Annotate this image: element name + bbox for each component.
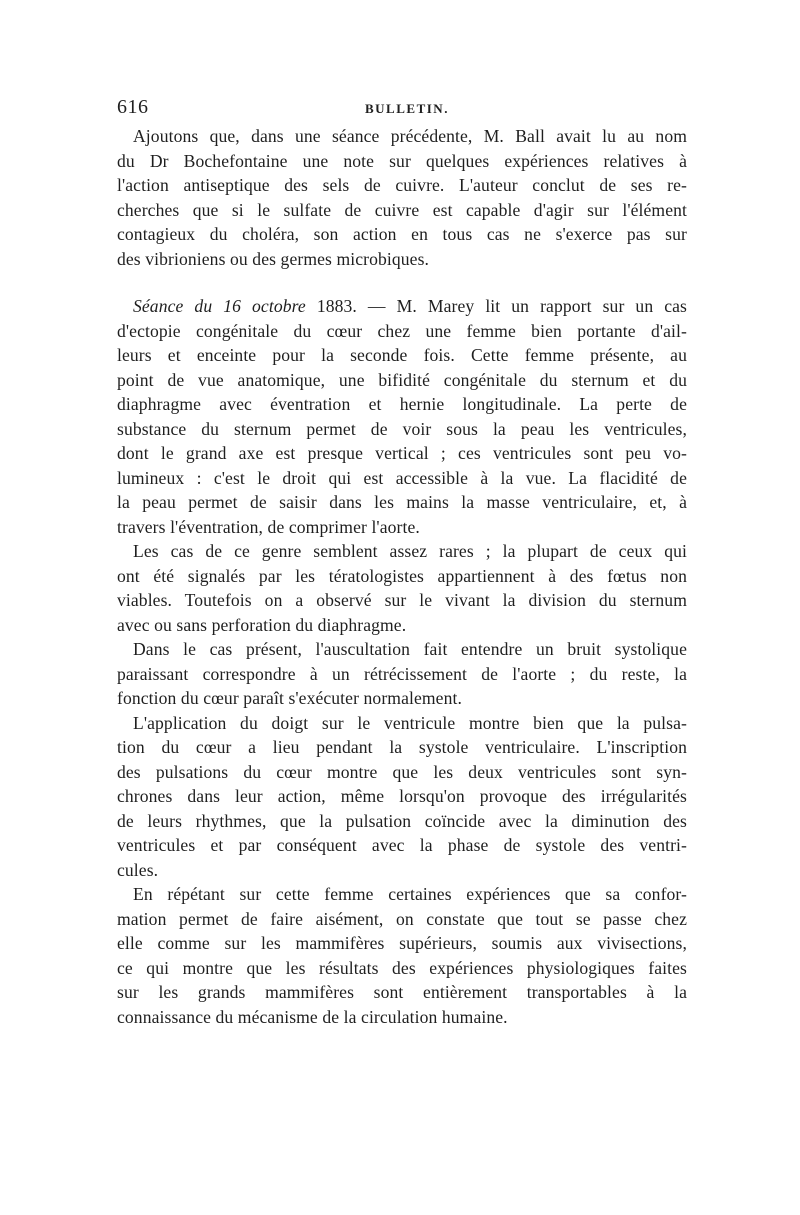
text-line: paraissant correspondre à un rétrécissement de l'aorte ; du reste, la	[117, 663, 687, 684]
text-line: d'ectopie congénitale du cœur chez une femme bien portante d'ail-	[117, 320, 687, 341]
text-line: du Dr Bochefontaine une note sur quelques expériences relatives à	[117, 150, 687, 171]
text-line: mation permet de faire aisément, on constate que tout se passe chez	[117, 908, 687, 929]
text-line: la peau permet de saisir dans les mains la masse ventriculaire, et, à	[117, 492, 687, 512]
running-title: BULLETIN.	[365, 101, 449, 116]
text-line: fonction du cœur paraît s'exécuter normalement.	[117, 688, 462, 708]
paragraph-6	[117, 882, 687, 1029]
text-line: En répétant sur cette femme certaines expériences que sa confor-	[133, 884, 687, 904]
seance-heading-line	[117, 294, 687, 319]
text-line: des pulsations du cœur montre que les deux ventricules sont syn-	[117, 761, 687, 782]
text-line: travers l'éventration, de comprimer l'aorte.	[117, 516, 420, 537]
text-line: elle comme sur les mammifères supérieurs, soumis aux vivisections,	[117, 933, 687, 953]
text-line: Dans le cas présent, l'auscultation fait entendre un bruit systolique	[133, 639, 687, 659]
text-line: tion du cœur a lieu pendant la systole ventriculaire. L'inscription	[117, 737, 687, 757]
text-line: cherches que si le sulfate de cuivre est capable d'agir sur l'élément	[117, 199, 687, 220]
paragraph-seance	[117, 294, 687, 539]
text-line: cules.	[117, 859, 159, 880]
paragraph-3	[117, 539, 687, 637]
text-line: ce qui montre que les résultats des expériences physiologiques faites	[117, 957, 687, 978]
text-line: Ajoutons que, dans une séance précédente, M. Ball avait lu au nom	[133, 126, 687, 146]
text-line: avec ou sans perforation du diaphragme.	[117, 614, 407, 635]
page-number: 616	[117, 96, 149, 118]
body-text	[117, 124, 687, 1029]
text-line: chrones dans leur action, même lorsqu'on provoque des irrégularités	[117, 786, 687, 806]
text-line: Les cas de ce genre semblent assez rares ; la plupart de ceux qui	[133, 541, 687, 561]
text-line: substance du sternum permet de voir sous la peau les ventricules,	[117, 418, 687, 439]
paragraph-4	[117, 637, 687, 711]
text-line: point de vue anatomique, une bifidité congénitale du sternum et du	[117, 369, 687, 390]
text-line: sur les grands mammifères sont entièrement transportables à la	[117, 982, 687, 1002]
seance-label: Séance du 16 octobre	[133, 296, 306, 316]
paragraph-1	[117, 124, 687, 271]
text-line: contagieux du choléra, son action en tous cas ne s'exerce pas sur	[117, 224, 687, 244]
text-line: des vibrioniens ou des germes microbiques.	[117, 248, 430, 269]
text-line: l'action antiseptique des sels de cuivre. L'auteur conclut de ses re-	[117, 175, 687, 195]
section-gap	[117, 271, 687, 294]
text-line: L'application du doigt sur le ventricule montre bien que la pulsa-	[133, 712, 687, 733]
text-line: leurs et enceinte pour la seconde fois. Cette femme présente, au	[117, 345, 687, 365]
text-line: ont été signalés par les tératologistes appartiennent à des fœtus non	[117, 565, 687, 586]
paragraph-5	[117, 711, 687, 883]
text-line: lumineux : c'est le droit qui est accessible à la vue. La flacidité de	[117, 467, 687, 488]
running-head	[117, 96, 689, 122]
text-line: dont le grand axe est presque vertical ; ces ventricules sont peu vo-	[117, 443, 687, 463]
text-line: diaphragme avec éventration et hernie longitudinale. La perte de	[117, 394, 687, 414]
text-line: ventricules et par conséquent avec la phase de systole des ventri-	[117, 835, 687, 855]
text-line: viables. Toutefois on a observé sur le vivant la division du sternum	[117, 590, 687, 610]
seance-heading-text: 1883. — M. Marey lit un rapport sur un cas	[305, 296, 687, 316]
text-line: connaissance du mécanisme de la circulation humaine.	[117, 1006, 508, 1027]
text-line: de leurs rhythmes, que la pulsation coïncide avec la diminution des	[117, 810, 687, 831]
